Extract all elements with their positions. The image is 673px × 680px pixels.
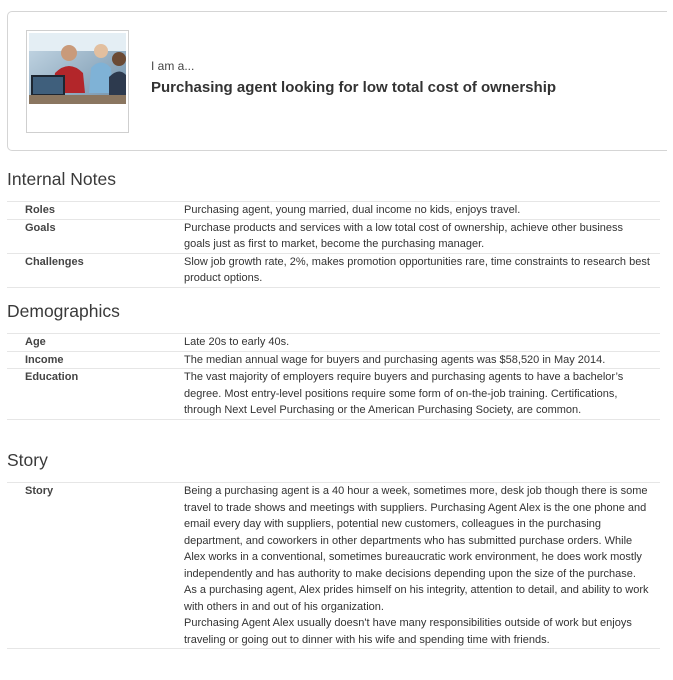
office-team-photo-image (29, 33, 126, 104)
row-label: Income (25, 353, 64, 366)
internal-notes-section (7, 169, 660, 288)
row-value: Late 20s to early 40s. (184, 336, 290, 348)
persona-intro: I am a... (151, 59, 195, 73)
demographics-section (7, 301, 660, 420)
story-paragraph: As a purchasing agent, Alex prides himself on his integrity, attention to detail, and ability to work with others in and out of his organization. (184, 584, 649, 613)
story-table (7, 482, 660, 649)
persona-title: Purchasing agent looking for low total cost of ownership (151, 79, 557, 96)
row-label: Education (25, 371, 79, 383)
row-value: The vast majority of employers require buyers and purchasing agents to have a bachelor’s degree. Most entry-level positions require some form of on-the-job training. Certifications, through Next Level Purchasing or the American Purchasing Society, are common. (184, 371, 624, 416)
persona-card (7, 11, 667, 151)
section-heading: Demographics (7, 301, 120, 321)
story-paragraph: Purchasing Agent Alex usually doesn't have many responsibilities outside of work but enjoys traveling or going out to dinner with his wife and spending time with friends. (184, 617, 632, 646)
table-row (7, 482, 660, 649)
row-value: Purchase products and services with a low total cost of ownership, achieve other business goals just as first to market, become the purchasing manager. (184, 221, 624, 250)
table-row (7, 333, 660, 351)
story-section (7, 450, 660, 649)
row-label: Story (25, 485, 54, 497)
row-label: Challenges (25, 255, 84, 268)
row-value: Purchasing agent, young married, dual income no kids, enjoys travel. (184, 204, 521, 216)
demographics-table (7, 333, 660, 420)
section-heading: Internal Notes (7, 169, 116, 189)
table-row (7, 253, 660, 288)
table-row (7, 219, 660, 253)
section-heading: Story (7, 450, 48, 470)
story-text (184, 483, 660, 648)
story-paragraph: Being a purchasing agent is a 40 hour a week, sometimes more, desk job though there is some travel to trade shows and meetings with suppliers. Purchasing Agent Alex is the one phone and email every day with suppliers, potential new customers, colleagues in the purchasing department, and coworkers in other departments who has submitted purchase orders. While Alex works in a conventional, sometimes bureaucratic work environment, he does work mostly independently and has authority to make decisions depending upon the size of the purchase. (184, 485, 648, 580)
row-label: Goals (25, 221, 56, 234)
row-label: Roles (25, 204, 55, 216)
row-label: Age (25, 336, 46, 348)
persona-photo (26, 30, 129, 133)
table-row (7, 368, 660, 420)
internal-notes-table (7, 201, 660, 288)
row-value: Slow job growth rate, 2%, makes promotion opportunities rare, time constraints to research best product options. (184, 255, 650, 284)
table-row (7, 201, 660, 219)
table-row (7, 351, 660, 369)
row-value: The median annual wage for buyers and purchasing agents was $58,520 in May 2014. (184, 353, 606, 366)
